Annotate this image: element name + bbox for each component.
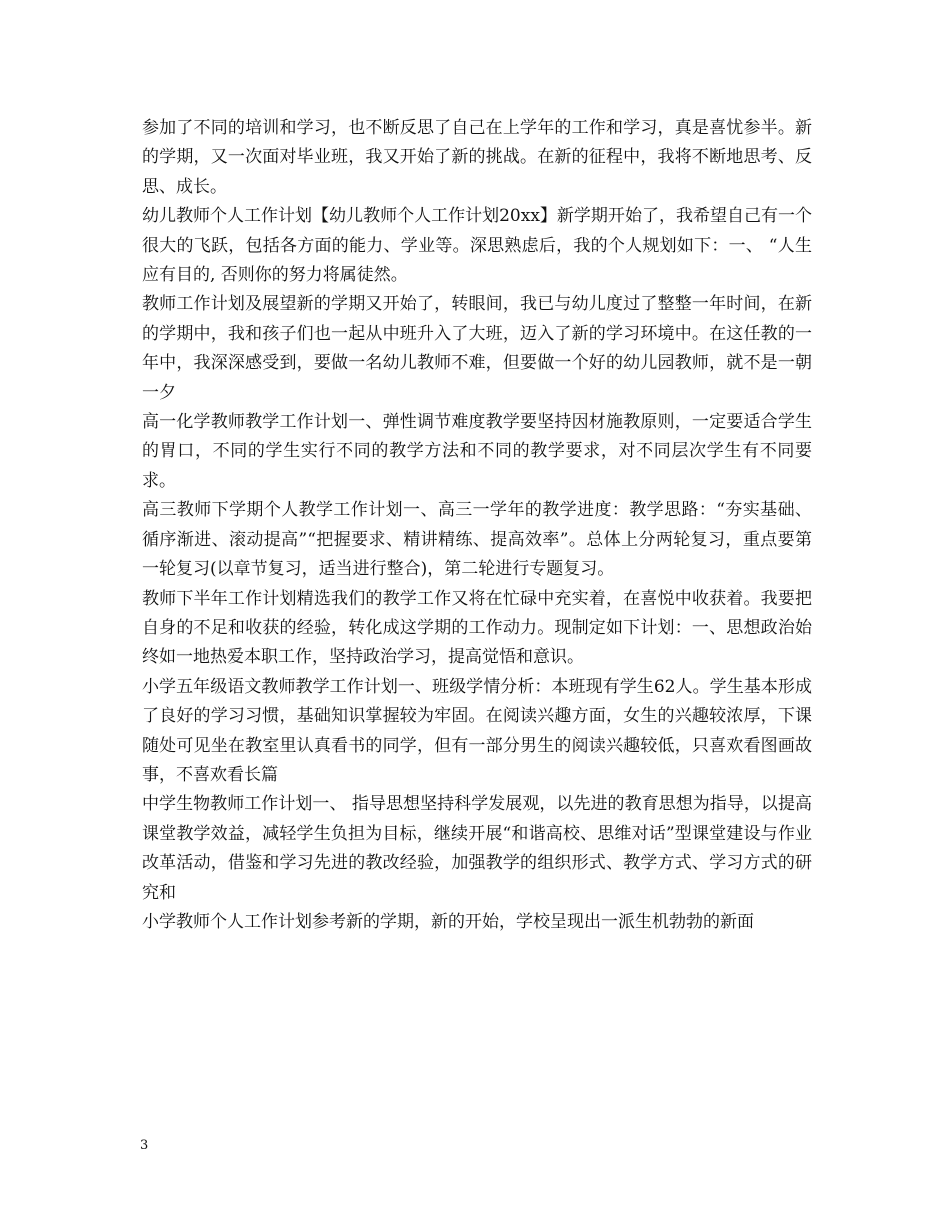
page-number: 3 xyxy=(140,1138,149,1153)
paragraph-9: 小学教师个人工作计划参考新的学期，新的开始，学校呈现出一派生机勃勃的新面 xyxy=(142,911,754,932)
paragraph-4: 高一化学教师教学工作计划一、弹性调节难度教学要坚持因材施教原则，一定要适合学生的胃口，不同的学生实行不同的教学方法和不同的教学要求，对不同层次学生有不同要求。 xyxy=(142,412,812,491)
paragraph-1: 参加了不同的培训和学习，也不断反思了自己在上学年的工作和学习，真是喜忧参半。新的学期，又一次面对毕业班，我又开始了新的挑战。在新的征程中，我将不断地思考、反思、成长。 xyxy=(142,118,812,197)
paragraph-6: 教师下半年工作计划精选我们的教学工作又将在忙碌中充实着，在喜悦中收获着。我要把自身的不足和收获的经验，转化成这学期的工作动力。现制定如下计划：一、思想政治始终如一地热爱本职工作，坚持政治学习，提高觉悟和意识。 xyxy=(142,588,812,668)
paragraph-3: 教师工作计划及展望新的学期又开始了，转眼间，我已与幼儿度过了整整一年时间，在新的学期中，我和孩子们也一起从中班升入了大班，迈入了新的学习环境中。在这任教的一年中，我深深感受到，要做一名幼儿教师不难，但要做一个好的幼儿园教师，就不是一朝一夕 xyxy=(142,294,812,403)
paragraph-2: 幼儿教师个人工作计划【幼儿教师个人工作计划20xx】新学期开始了，我希望自己有一个很大的飞跃，包括各方面的能力、学业等。深思熟虑后，我的个人规划如下：一、 “人生应有目的, 否则你的努力将属徒然。 xyxy=(142,206,812,286)
document-body xyxy=(142,114,812,937)
paragraph-8: 中学生物教师工作计划一、 指导思想坚持科学发展观，以先进的教育思想为指导，以提高课堂教学效益，减轻学生负担为目标，继续开展“和谐高校、思维对话”型课堂建设与作业改革活动，借鉴和学习先进的教改经验，加强教学的组织形式、教学方式、学习方式的研究和 xyxy=(142,794,812,903)
paragraph-7: 小学五年级语文教师教学工作计划一、班级学情分析：本班现有学生62人。学生基本形成了良好的学习习惯，基础知识掌握较为牢固。在阅读兴趣方面，女生的兴趣较浓厚，下课随处可见坐在教室里认真看书的同学，但有一部分男生的阅读兴趣较低，只喜欢看图画故事，不喜欢看长篇 xyxy=(142,676,812,785)
paragraph-5: 高三教师下学期个人教学工作计划一、高三一学年的教学进度：教学思路：“夯实基础、循序渐进、滚动提高”“把握要求、精讲精练、提高效率”。总体上分两轮复习，重点要第一轮复习(以章节复习，适当进行整合)，第二轮进行专题复习。 xyxy=(142,500,812,580)
